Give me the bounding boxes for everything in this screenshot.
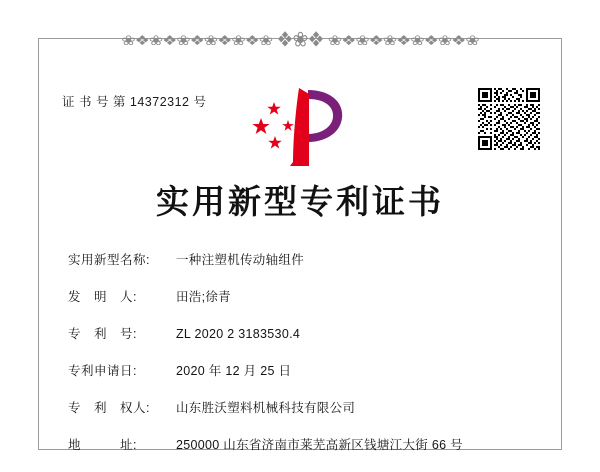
field-label-patent-number: 专 利 号:: [68, 327, 137, 341]
field-label-address: 地 址:: [68, 438, 137, 452]
qr-code: [478, 88, 540, 150]
field-label-utility-model-name: 实用新型名称:: [68, 253, 150, 267]
field-row: [68, 250, 538, 287]
ornament-center: ❖❀❖: [276, 27, 324, 53]
field-row: [68, 324, 538, 361]
ornament-left: ❀❖❀❖❀❖❀❖❀❖❀: [121, 33, 273, 49]
field-label-patentee: 专 利 权人:: [68, 401, 150, 415]
field-row: [68, 287, 538, 324]
field-label-application-date: 专利申请日:: [68, 364, 137, 378]
field-label-inventor: 发 明 人:: [68, 290, 137, 304]
field-row: [68, 435, 538, 472]
field-value-patent-number: ZL 2020 2 3183530.4: [176, 327, 301, 341]
ornament-right: ❀❖❀❖❀❖❀❖❀❖❀: [327, 33, 479, 49]
patent-office-emblem-icon: [252, 84, 348, 170]
field-row: [68, 398, 538, 435]
field-value-inventor: 田浩;徐青: [176, 290, 231, 304]
page-title: 实用新型专利证书: [156, 182, 444, 221]
certificate-number: 证 书 号 第 14372312 号: [62, 95, 207, 109]
field-value-application-date: 2020 年 12 月 25 日: [176, 364, 292, 378]
certificate-fields: [68, 250, 538, 472]
field-value-address: 250000 山东省济南市莱芜高新区钱塘江大街 66 号: [176, 438, 463, 452]
field-value-utility-model-name: 一种注塑机传动轴组件: [176, 253, 305, 267]
field-row: [68, 361, 538, 398]
decorative-ornament-band: [0, 26, 600, 54]
field-value-patentee: 山东胜沃塑料机械科技有限公司: [176, 401, 356, 415]
